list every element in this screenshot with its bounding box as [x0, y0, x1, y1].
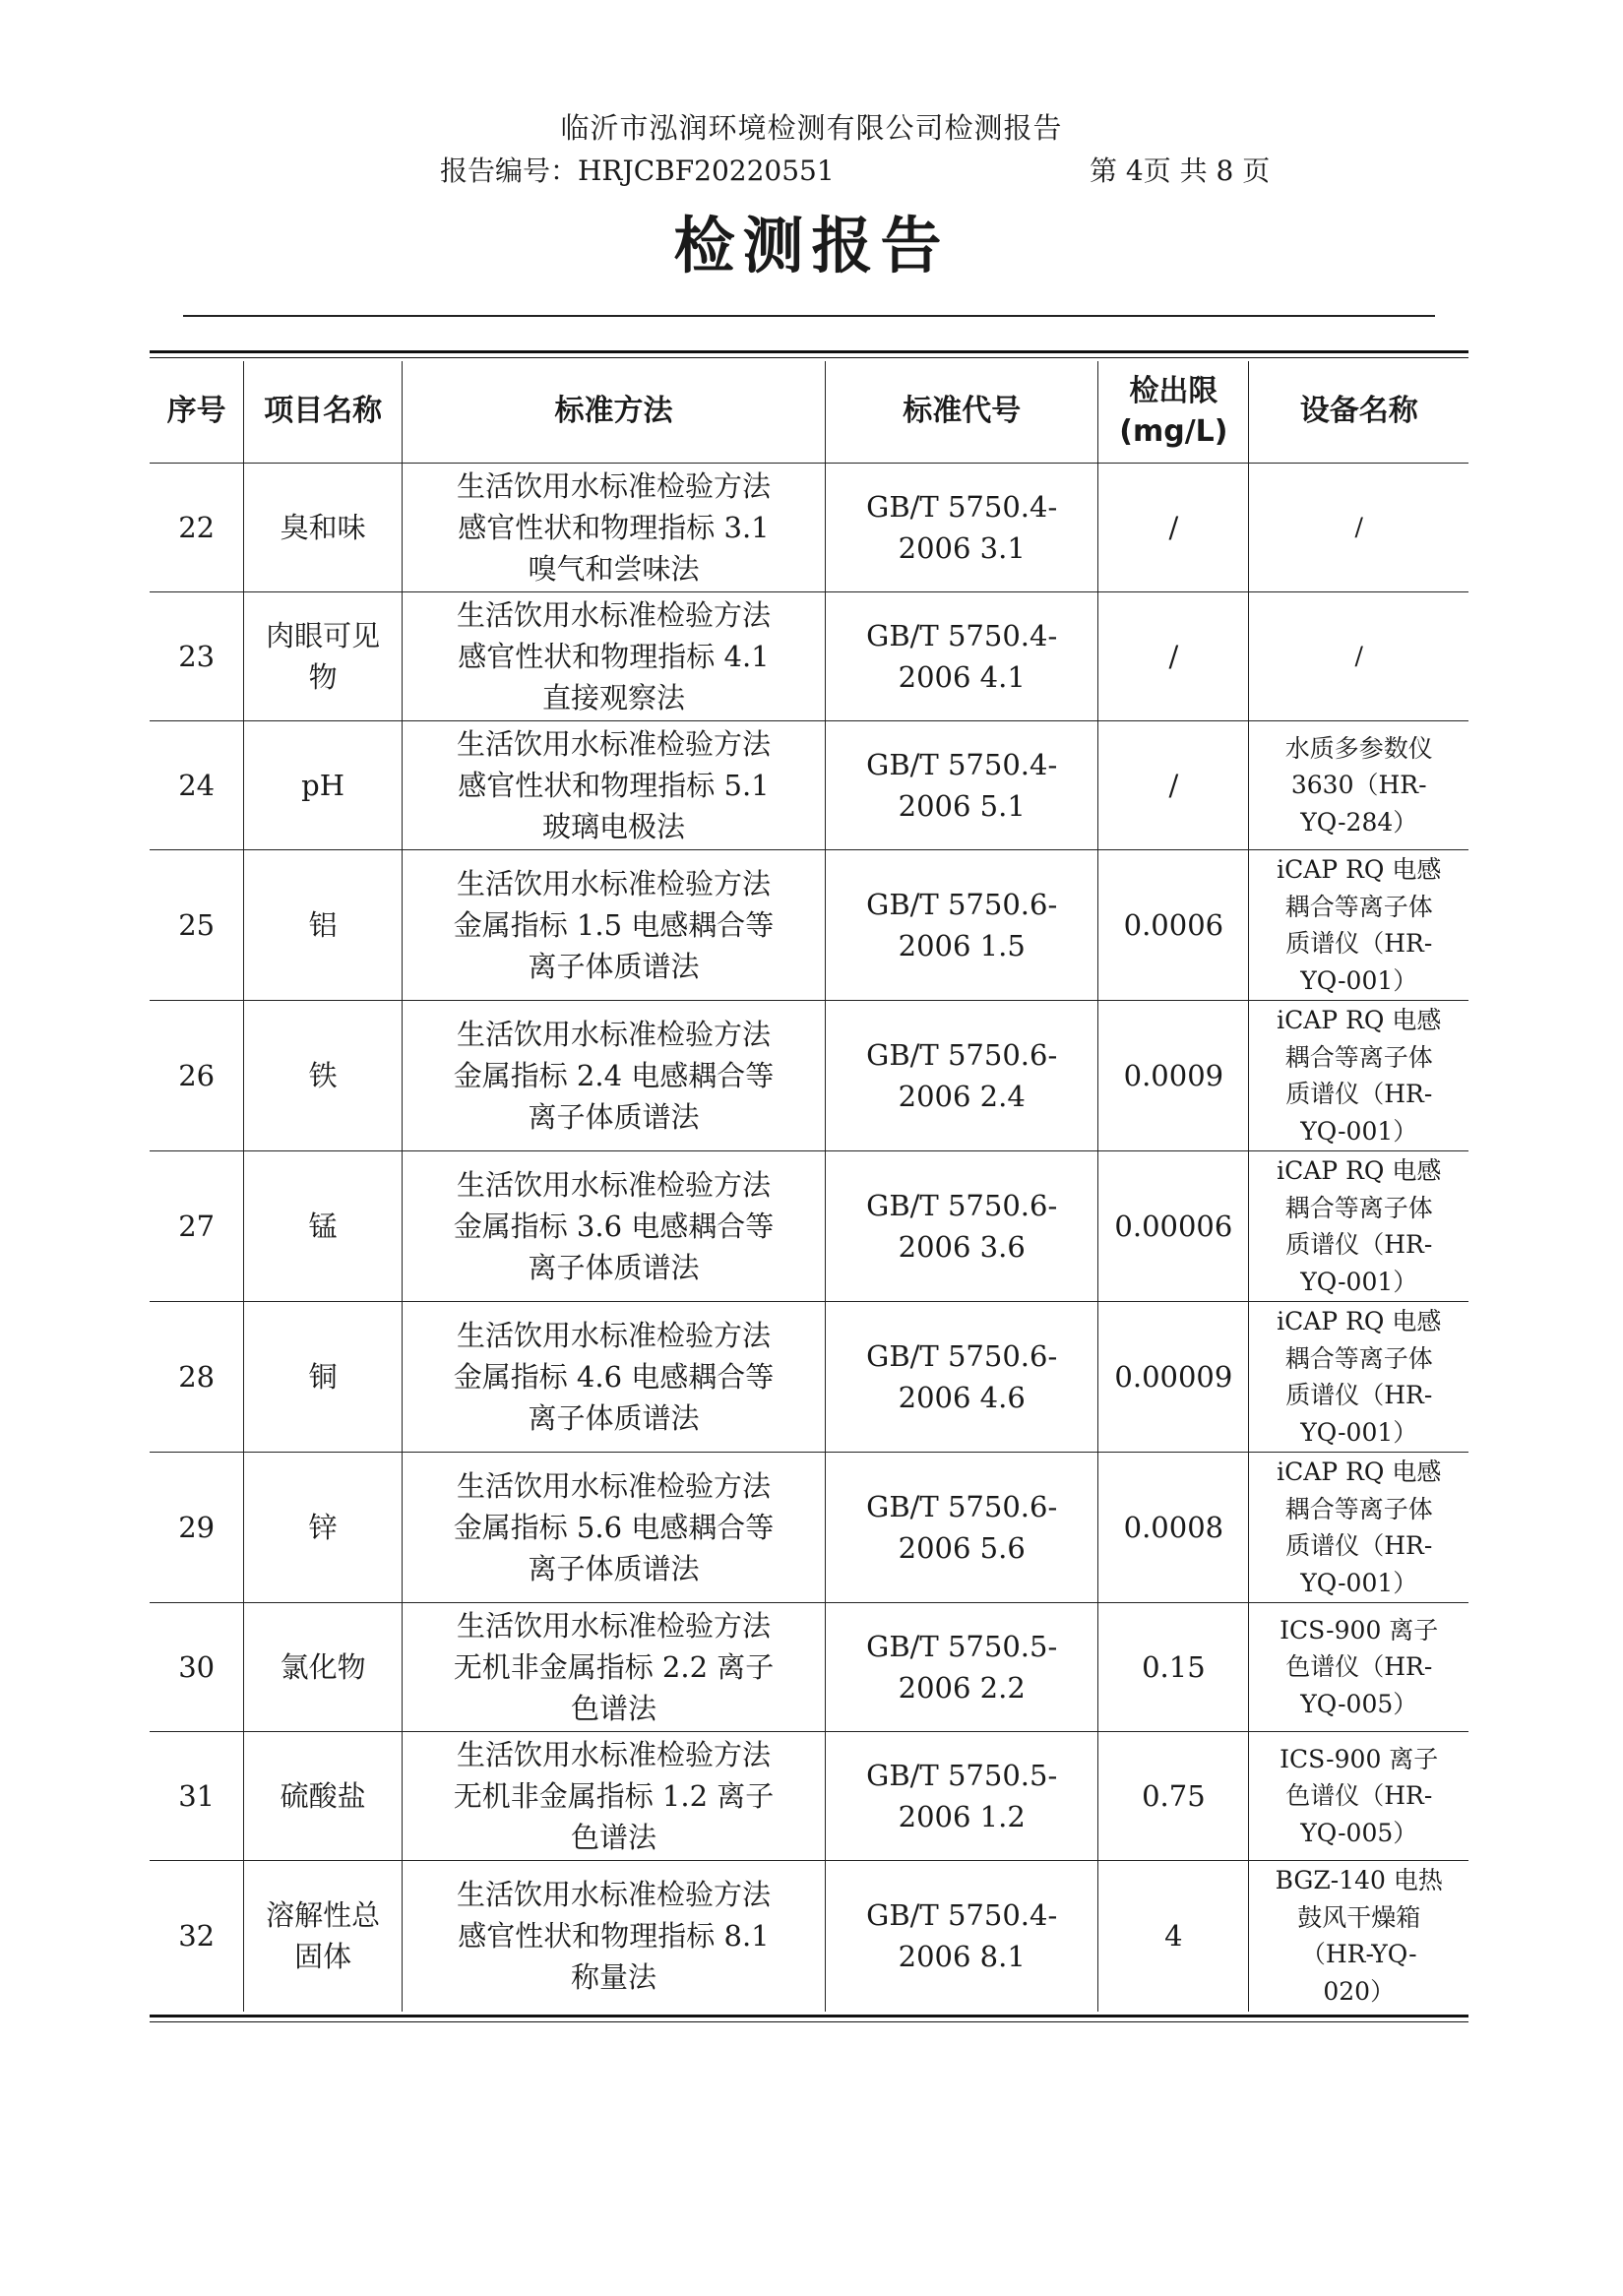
detection-limit-cell: 0.0008 [1098, 1453, 1249, 1603]
standard-method-cell: 生活饮用水标准检验方法 感官性状和物理指标 5.1 玻璃电极法 [402, 721, 825, 850]
table-header [150, 361, 1468, 464]
header-row [150, 361, 1468, 464]
standard-code-cell: GB/T 5750.4- 2006 4.1 [826, 592, 1098, 721]
header-standard-code: 标准代号 [826, 361, 1098, 464]
seq-cell: 26 [150, 1001, 244, 1151]
standard-method-cell: 生活饮用水标准检验方法 金属指标 1.5 电感耦合等 离子体质谱法 [402, 850, 825, 1001]
standard-method-cell: 生活饮用水标准检验方法 金属指标 3.6 电感耦合等 离子体质谱法 [402, 1151, 825, 1302]
standard-method-cell: 生活饮用水标准检验方法 感官性状和物理指标 4.1 直接观察法 [402, 592, 825, 721]
standard-method-cell: 生活饮用水标准检验方法 无机非金属指标 1.2 离子 色谱法 [402, 1732, 825, 1861]
equipment-name-cell: 水质多参数仪 3630（HR- YQ-284） [1249, 721, 1468, 850]
equipment-name-cell: iCAP RQ 电感 耦合等离子体 质谱仪（HR- YQ-001） [1249, 1151, 1468, 1302]
table-row [150, 721, 1468, 850]
header-seq: 序号 [150, 361, 244, 464]
equipment-name-cell: iCAP RQ 电感 耦合等离子体 质谱仪（HR- YQ-001） [1249, 1453, 1468, 1603]
table-row [150, 1861, 1468, 2012]
standard-method-cell: 生活饮用水标准检验方法 金属指标 2.4 电感耦合等 离子体质谱法 [402, 1001, 825, 1151]
equipment-name-cell: iCAP RQ 电感 耦合等离子体 质谱仪（HR- YQ-001） [1249, 1302, 1468, 1453]
detection-limit-cell: 0.00009 [1098, 1302, 1249, 1453]
standard-code-cell: GB/T 5750.5- 2006 1.2 [826, 1732, 1098, 1861]
table-row [150, 850, 1468, 1001]
standard-method-cell: 生活饮用水标准检验方法 金属指标 4.6 电感耦合等 离子体质谱法 [402, 1302, 825, 1453]
document-title: 检测报告 [673, 210, 950, 281]
equipment-name-cell: BGZ-140 电热 鼓风干燥箱 （HR-YQ- 020） [1249, 1861, 1468, 2012]
seq-cell: 25 [150, 850, 244, 1001]
test-methods-table [150, 361, 1468, 2012]
standard-code-cell: GB/T 5750.6- 2006 2.4 [826, 1001, 1098, 1151]
table-row [150, 1732, 1468, 1861]
table-row [150, 464, 1468, 592]
equipment-name-cell: ICS-900 离子 色谱仪（HR- YQ-005） [1249, 1732, 1468, 1861]
standard-code-cell: GB/T 5750.4- 2006 8.1 [826, 1861, 1098, 2012]
table-row [150, 1151, 1468, 1302]
equipment-name-cell: / [1249, 464, 1468, 592]
detection-limit-cell: / [1098, 721, 1249, 850]
item-name-cell: 锰 [244, 1151, 402, 1302]
item-name-cell: 铝 [244, 850, 402, 1001]
equipment-name-cell: ICS-900 离子 色谱仪（HR- YQ-005） [1249, 1603, 1468, 1732]
detection-limit-cell: / [1098, 464, 1249, 592]
table-row [150, 1302, 1468, 1453]
header-equipment-name: 设备名称 [1249, 361, 1468, 464]
standard-method-cell: 生活饮用水标准检验方法 感官性状和物理指标 3.1 嗅气和尝味法 [402, 464, 825, 592]
standard-code-cell: GB/T 5750.6- 2006 3.6 [826, 1151, 1098, 1302]
header-item-name: 项目名称 [244, 361, 402, 464]
standard-code-cell: GB/T 5750.6- 2006 5.6 [826, 1453, 1098, 1603]
standard-code-cell: GB/T 5750.6- 2006 4.6 [826, 1302, 1098, 1453]
table-top-border [150, 350, 1468, 358]
table-body [150, 464, 1468, 2012]
item-name-cell: pH [244, 721, 402, 850]
seq-cell: 32 [150, 1861, 244, 2012]
item-name-cell: 肉眼可见 物 [244, 592, 402, 721]
detection-limit-cell: 0.15 [1098, 1603, 1249, 1732]
seq-cell: 30 [150, 1603, 244, 1732]
item-name-cell: 硫酸盐 [244, 1732, 402, 1861]
table-row [150, 1603, 1468, 1732]
header-standard-method: 标准方法 [402, 361, 825, 464]
seq-cell: 24 [150, 721, 244, 850]
seq-cell: 28 [150, 1302, 244, 1453]
page-indicator: 第 4页 共 8 页 [1090, 155, 1271, 187]
item-name-cell: 铜 [244, 1302, 402, 1453]
table-row [150, 1453, 1468, 1603]
item-name-cell: 臭和味 [244, 464, 402, 592]
equipment-name-cell: / [1249, 592, 1468, 721]
seq-cell: 31 [150, 1732, 244, 1861]
equipment-name-cell: iCAP RQ 电感 耦合等离子体 质谱仪（HR- YQ-001） [1249, 850, 1468, 1001]
seq-cell: 22 [150, 464, 244, 592]
standard-method-cell: 生活饮用水标准检验方法 无机非金属指标 2.2 离子 色谱法 [402, 1603, 825, 1732]
detection-limit-cell: 0.0006 [1098, 850, 1249, 1001]
standard-code-cell: GB/T 5750.6- 2006 1.5 [826, 850, 1098, 1001]
seq-cell: 27 [150, 1151, 244, 1302]
item-name-cell: 锌 [244, 1453, 402, 1603]
test-methods-table-wrapper [150, 350, 1468, 2022]
table-bottom-border [150, 2015, 1468, 2022]
standard-method-cell: 生活饮用水标准检验方法 感官性状和物理指标 8.1 称量法 [402, 1861, 825, 2012]
seq-cell: 23 [150, 592, 244, 721]
equipment-name-cell: iCAP RQ 电感 耦合等离子体 质谱仪（HR- YQ-001） [1249, 1001, 1468, 1151]
detection-limit-cell: 0.75 [1098, 1732, 1249, 1861]
title-divider [183, 315, 1435, 317]
header-detection-limit: 检出限 (mg/L) [1098, 361, 1249, 464]
report-number: 报告编号：HRJCBF20220551 [440, 155, 835, 187]
item-name-cell: 氯化物 [244, 1603, 402, 1732]
seq-cell: 29 [150, 1453, 244, 1603]
standard-method-cell: 生活饮用水标准检验方法 金属指标 5.6 电感耦合等 离子体质谱法 [402, 1453, 825, 1603]
standard-code-cell: GB/T 5750.5- 2006 2.2 [826, 1603, 1098, 1732]
item-name-cell: 溶解性总 固体 [244, 1861, 402, 2012]
detection-limit-cell: 4 [1098, 1861, 1249, 2012]
detection-limit-cell: / [1098, 592, 1249, 721]
table-row [150, 1001, 1468, 1151]
table-row [150, 592, 1468, 721]
standard-code-cell: GB/T 5750.4- 2006 5.1 [826, 721, 1098, 850]
detection-limit-cell: 0.00006 [1098, 1151, 1249, 1302]
item-name-cell: 铁 [244, 1001, 402, 1151]
company-header: 临沂市泓润环境检测有限公司检测报告 [560, 111, 1063, 145]
detection-limit-cell: 0.0009 [1098, 1001, 1249, 1151]
standard-code-cell: GB/T 5750.4- 2006 3.1 [826, 464, 1098, 592]
